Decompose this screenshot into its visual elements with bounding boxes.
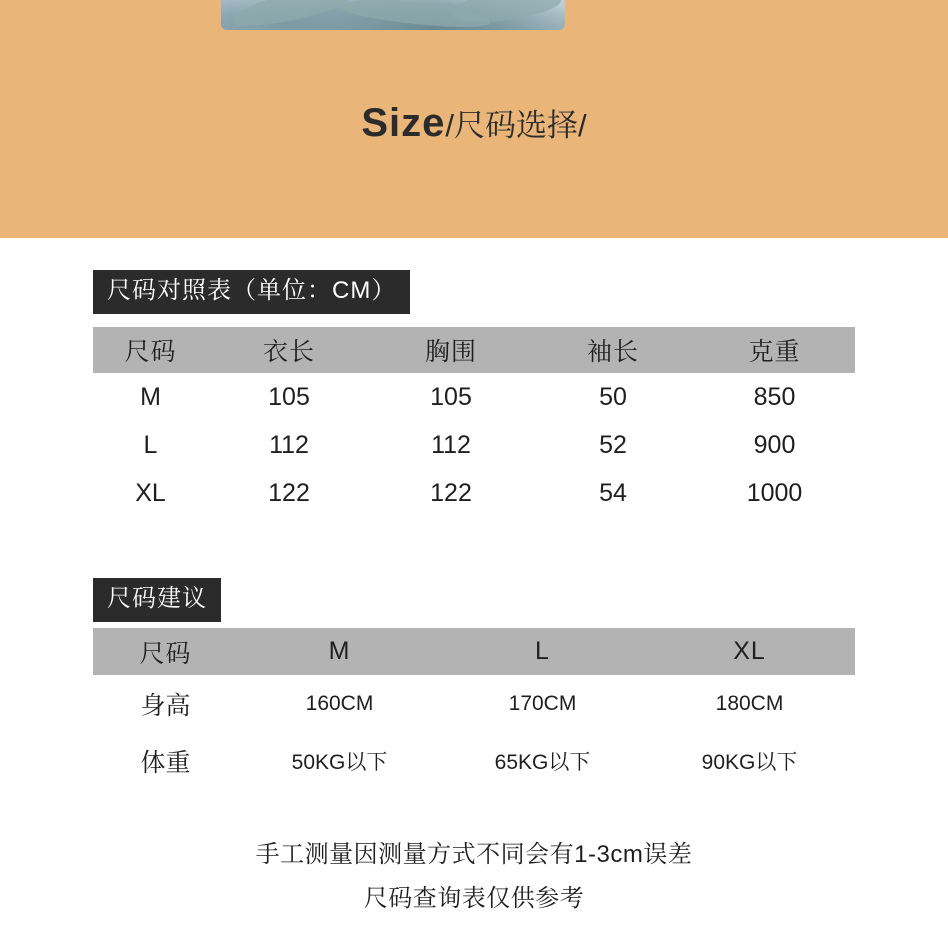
size-chart-heading [93, 270, 410, 314]
table-row-header: 身高 [140, 691, 191, 720]
size-chart-table [93, 327, 855, 517]
size-chart-heading-label: 尺码对照表（单位：CM） [93, 270, 410, 314]
banner-title [0, 100, 948, 146]
table-cell: 105 [268, 382, 310, 411]
table-cell: 122 [268, 478, 310, 507]
table-cell: 170CM [508, 691, 577, 715]
table-header-cell: 胸围 [370, 327, 532, 373]
table-cell: 850 [753, 382, 796, 411]
note-line: 尺码查询表仅供参考 [363, 885, 585, 912]
table-cell: 122 [430, 478, 472, 507]
table-header-cell: XL [644, 628, 855, 675]
note-line: 手工测量因测量方式不同会有1-3cm误差 [255, 841, 693, 868]
table-cell: 112 [431, 430, 471, 459]
table-cell: 65KG以下 [494, 750, 591, 774]
table-cell: L [143, 430, 158, 459]
size-advice-heading-label: 尺码建议 [93, 578, 221, 622]
table-cell: XL [135, 478, 166, 507]
table-header-cell: M [238, 628, 441, 675]
table-row-header: 体重 [140, 748, 191, 777]
table-row [93, 732, 855, 789]
table-header-cell: 克重 [694, 327, 855, 373]
table-header-cell: 袖长 [532, 327, 694, 373]
table-header-cell: 衣长 [208, 327, 370, 373]
banner [0, 0, 948, 238]
table-cell: 90KG以下 [701, 750, 798, 774]
table-cell: 50 [599, 382, 627, 411]
banner-photo [221, 0, 565, 30]
table-header-cell: 尺码 [93, 628, 238, 675]
table-cell: 105 [430, 382, 472, 411]
notes [0, 833, 948, 921]
table-cell: 112 [269, 430, 309, 459]
table-row [93, 421, 855, 469]
table-cell: 50KG以下 [291, 750, 388, 774]
table-cell: 160CM [305, 691, 374, 715]
table-row [93, 373, 855, 421]
table-row [93, 675, 855, 732]
table-header-cell: 尺码 [93, 327, 208, 373]
banner-title-main: Size [361, 101, 446, 145]
table-cell: 54 [599, 478, 627, 507]
table-header-row [93, 628, 855, 675]
table-cell: 900 [753, 430, 796, 459]
banner-title-sub: /尺码选择/ [445, 108, 587, 143]
size-advice-table [93, 628, 855, 789]
table-cell: M [140, 382, 161, 411]
table-header-row [93, 327, 855, 373]
table-cell: 52 [599, 430, 627, 459]
table-row [93, 469, 855, 517]
table-header-cell: L [441, 628, 644, 675]
table-cell: 1000 [746, 478, 803, 507]
table-cell: 180CM [715, 691, 784, 715]
size-advice-heading [93, 578, 221, 622]
